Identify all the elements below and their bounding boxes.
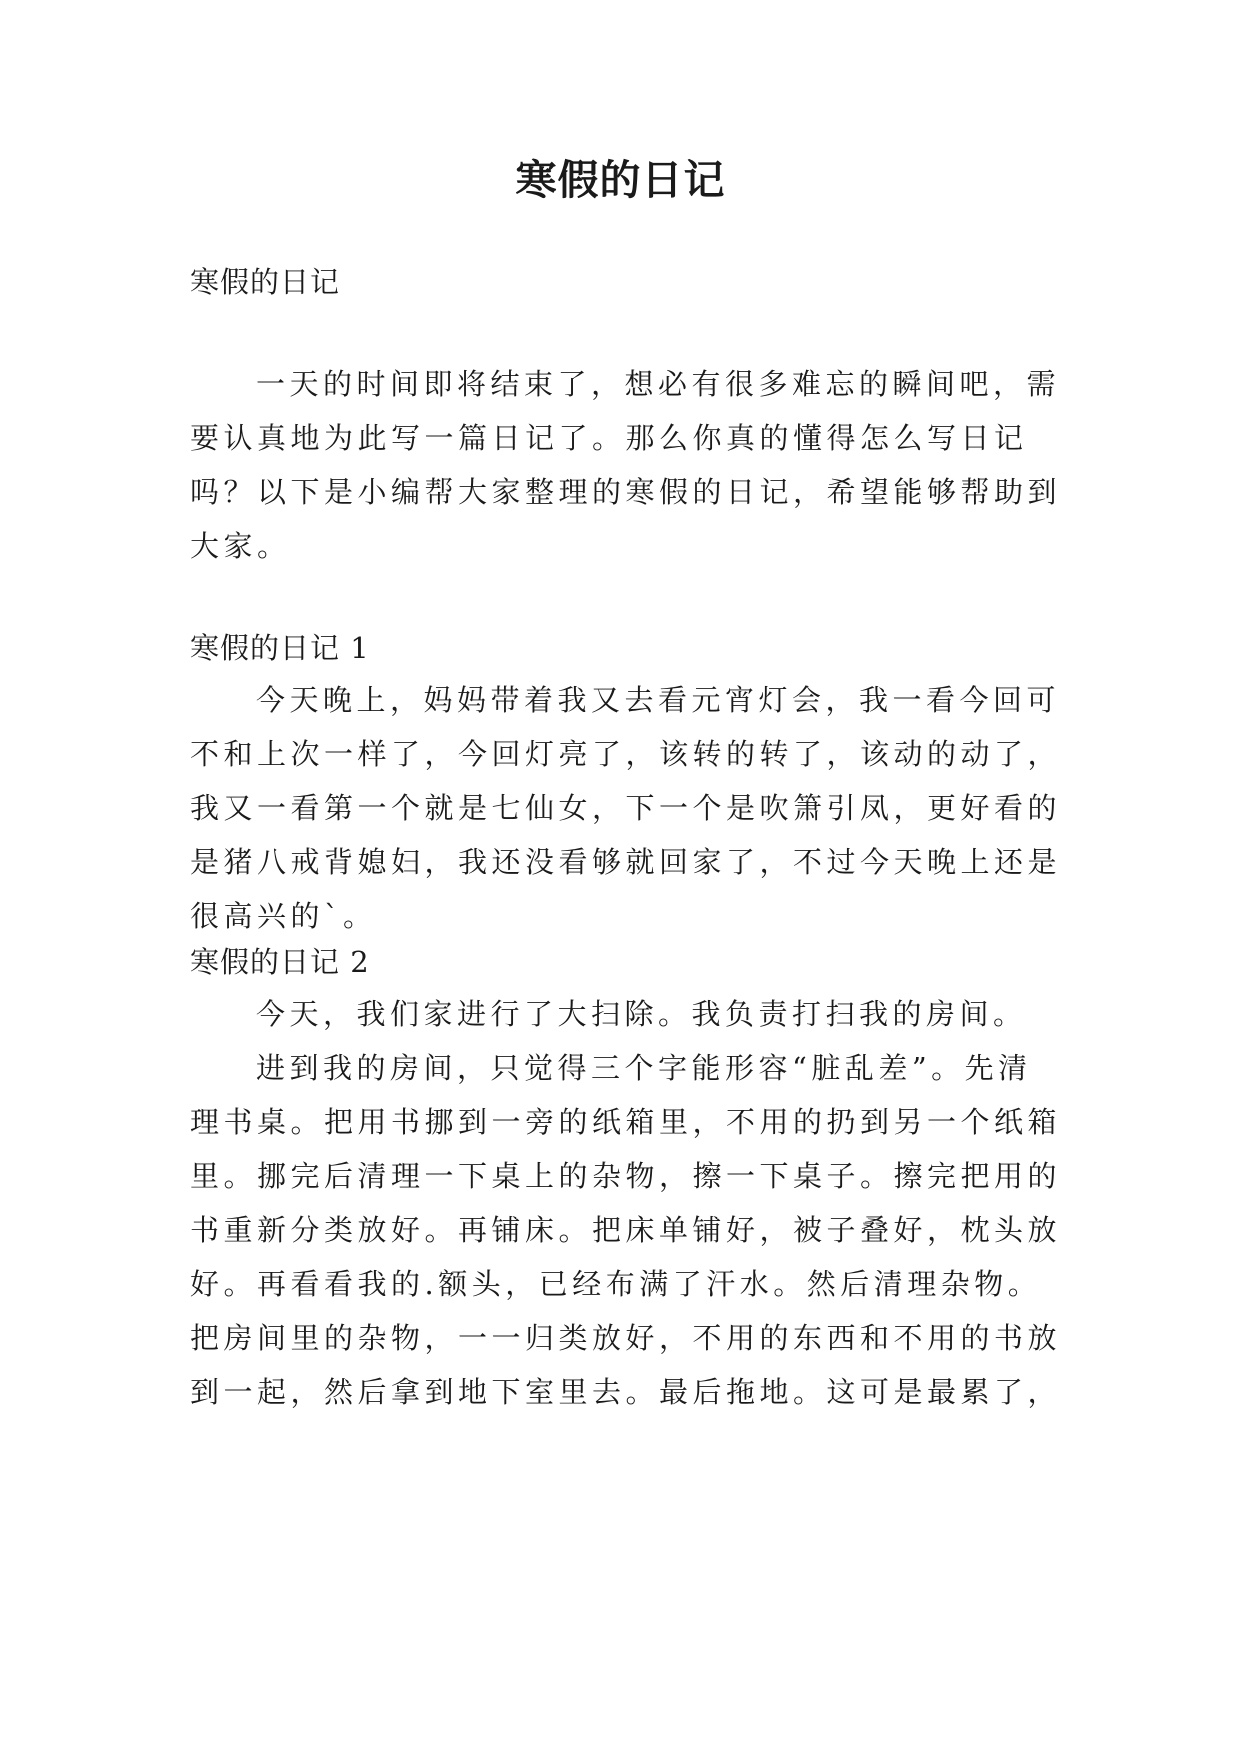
section2-line: 好。再看看我的.额头，已经布满了汗水。然后清理杂物。 bbox=[190, 1267, 1042, 1301]
intro-line: 要认真地为此写一篇日记了。那么你真的懂得怎么写日记 bbox=[190, 421, 1028, 455]
section2-line: 到一起，然后拿到地下室里去。最后拖地。这可是最累了， bbox=[190, 1375, 1062, 1409]
section2-line: 里。挪完后清理一下桌上的杂物，擦一下桌子。擦完把用的 bbox=[190, 1159, 1062, 1193]
section2-line: 书重新分类放好。再铺床。把床单铺好，被子叠好，枕头放 bbox=[190, 1213, 1062, 1247]
intro-line: 大家。 bbox=[190, 529, 291, 563]
section1-line: 是猪八戒背媳妇，我还没看够就回家了，不过今天晚上还是 bbox=[190, 845, 1062, 879]
section1-line: 不和上次一样了，今回灯亮了，该转的转了，该动的动了， bbox=[190, 737, 1062, 771]
section2-line: 进到我的房间，只觉得三个字能形容“脏乱差”。先清 bbox=[256, 1051, 1032, 1085]
document-subtitle: 寒假的日记 bbox=[190, 265, 341, 299]
section1-line: 我又一看第一个就是七仙女，下一个是吹箫引凤，更好看的 bbox=[190, 791, 1062, 825]
section2-paragraph: 今天，我们家进行了大扫除。我负责打扫我的房间。 bbox=[256, 997, 1027, 1031]
section-heading: 寒假的日记 1 bbox=[190, 631, 370, 665]
section1-line: 很高兴的`。 bbox=[190, 899, 377, 933]
section2-line: 把房间里的杂物，一一归类放好，不用的东西和不用的书放 bbox=[190, 1321, 1062, 1355]
section-heading: 寒假的日记 2 bbox=[190, 945, 370, 979]
section2-line: 理书桌。把用书挪到一旁的纸箱里，不用的扔到另一个纸箱 bbox=[190, 1105, 1062, 1139]
intro-line: 吗？以下是小编帮大家整理的寒假的日记，希望能够帮助到 bbox=[190, 475, 1062, 509]
section1-line: 今天晚上，妈妈带着我又去看元宵灯会，我一看今回可 bbox=[256, 683, 1061, 717]
intro-line: 一天的时间即将结束了，想必有很多难忘的瞬间吧，需 bbox=[256, 367, 1061, 401]
document-title: 寒假的日记 bbox=[515, 156, 726, 204]
